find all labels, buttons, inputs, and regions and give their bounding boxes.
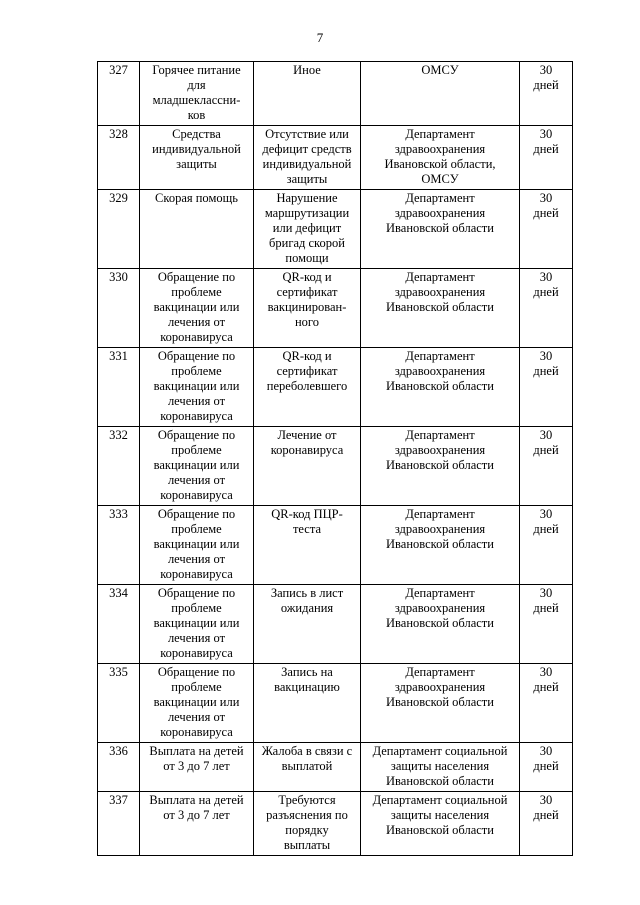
subtopic-cell-text: QR-код ПЦР- теста: [271, 507, 343, 536]
table-row: [98, 506, 573, 585]
topic-cell: [140, 792, 254, 856]
deadline-cell-text: 30 дней: [533, 507, 559, 536]
deadline-cell: [520, 348, 573, 427]
responsible-org-cell: [361, 269, 520, 348]
deadline-cell-text: 30 дней: [533, 744, 559, 773]
responsible-org-cell: [361, 348, 520, 427]
responsible-org-cell-text: Департамент здравоохранения Ивановской области: [386, 349, 494, 393]
responsible-org-cell-text: Департамент социальной защиты населения Ивановской области: [372, 744, 508, 788]
appeals-table: [97, 61, 573, 856]
subtopic-cell-text: Лечение от коронавируса: [270, 428, 344, 457]
responsible-org-cell-text: Департамент здравоохранения Ивановской области: [386, 428, 494, 472]
subtopic-cell-text: Запись в лист ожидания: [270, 586, 344, 615]
topic-cell-text: Обращение по проблеме вакцинации или лечения от коронавируса: [153, 428, 240, 502]
table-row: [98, 585, 573, 664]
table-row: [98, 269, 573, 348]
topic-cell-text: Обращение по проблеме вакцинации или лечения от коронавируса: [153, 349, 240, 423]
topic-cell-text: Средства индивидуальной защиты: [152, 127, 241, 171]
row-number: [98, 664, 140, 743]
subtopic-cell: [254, 506, 361, 585]
subtopic-cell: [254, 269, 361, 348]
deadline-cell: [520, 269, 573, 348]
deadline-cell: [520, 664, 573, 743]
subtopic-cell: [254, 190, 361, 269]
topic-cell: [140, 585, 254, 664]
deadline-cell: [520, 743, 573, 792]
responsible-org-cell: [361, 62, 520, 126]
topic-cell: [140, 506, 254, 585]
responsible-org-cell: [361, 506, 520, 585]
responsible-org-cell-text: Департамент здравоохранения Ивановской области: [386, 507, 494, 551]
row-number: [98, 792, 140, 856]
subtopic-cell: [254, 664, 361, 743]
row-number-text: 332: [109, 428, 128, 442]
table-row: [98, 664, 573, 743]
subtopic-cell-text: Отсутствие или дефицит средств индивидуальной защиты: [262, 127, 352, 186]
responsible-org-cell: [361, 664, 520, 743]
subtopic-cell-text: QR-код и сертификат вакцинирован- ного: [267, 270, 347, 329]
deadline-cell-text: 30 дней: [533, 63, 559, 92]
table-body: [98, 62, 573, 856]
row-number-text: 329: [109, 191, 128, 205]
topic-cell-text: Обращение по проблеме вакцинации или лечения от коронавируса: [153, 586, 240, 660]
responsible-org-cell: [361, 126, 520, 190]
table-row: [98, 126, 573, 190]
deadline-cell-text: 30 дней: [533, 793, 559, 822]
row-number: [98, 585, 140, 664]
subtopic-cell: [254, 792, 361, 856]
topic-cell: [140, 269, 254, 348]
row-number: [98, 427, 140, 506]
deadline-cell: [520, 792, 573, 856]
deadline-cell-text: 30 дней: [533, 270, 559, 299]
responsible-org-cell-text: Департамент здравоохранения Ивановской области: [386, 191, 494, 235]
row-number-text: 337: [109, 793, 128, 807]
row-number-text: 334: [109, 586, 128, 600]
deadline-cell: [520, 126, 573, 190]
row-number: [98, 190, 140, 269]
subtopic-cell-text: Запись на вакцинацию: [274, 665, 340, 694]
topic-cell-text: Скорая помощь: [155, 191, 238, 205]
subtopic-cell: [254, 427, 361, 506]
table-row: [98, 348, 573, 427]
table-row: [98, 62, 573, 126]
topic-cell: [140, 126, 254, 190]
row-number-text: 331: [109, 349, 128, 363]
row-number-text: 327: [109, 63, 128, 77]
row-number: [98, 348, 140, 427]
responsible-org-cell: [361, 792, 520, 856]
table-row: [98, 427, 573, 506]
responsible-org-cell-text: Департамент здравоохранения Ивановской области: [386, 270, 494, 314]
row-number-text: 330: [109, 270, 128, 284]
topic-cell-text: Обращение по проблеме вакцинации или лечения от коронавируса: [153, 665, 240, 739]
subtopic-cell: [254, 126, 361, 190]
subtopic-cell: [254, 585, 361, 664]
deadline-cell: [520, 190, 573, 269]
deadline-cell: [520, 62, 573, 126]
deadline-cell-text: 30 дней: [533, 586, 559, 615]
topic-cell-text: Выплата на детей от 3 до 7 лет: [149, 744, 244, 773]
subtopic-cell-text: Нарушение маршрутизации или дефицит бригад скорой помощи: [264, 191, 350, 265]
responsible-org-cell-text: Департамент здравоохранения Ивановской области: [386, 586, 494, 630]
deadline-cell: [520, 427, 573, 506]
topic-cell: [140, 62, 254, 126]
deadline-cell-text: 30 дней: [533, 665, 559, 694]
subtopic-cell: [254, 62, 361, 126]
responsible-org-cell: [361, 585, 520, 664]
responsible-org-cell: [361, 427, 520, 506]
topic-cell: [140, 427, 254, 506]
deadline-cell: [520, 506, 573, 585]
deadline-cell-text: 30 дней: [533, 191, 559, 220]
row-number-text: 336: [109, 744, 128, 758]
row-number-text: 333: [109, 507, 128, 521]
subtopic-cell-text: QR-код и сертификат переболевшего: [266, 349, 348, 393]
subtopic-cell-text: Иное: [293, 63, 321, 77]
deadline-cell-text: 30 дней: [533, 349, 559, 378]
responsible-org-cell-text: ОМСУ: [421, 63, 459, 77]
responsible-org-cell-text: Департамент здравоохранения Ивановской области: [386, 665, 494, 709]
subtopic-cell-text: Жалоба в связи с выплатой: [261, 744, 353, 773]
row-number: [98, 62, 140, 126]
topic-cell: [140, 348, 254, 427]
responsible-org-cell: [361, 743, 520, 792]
topic-cell-text: Обращение по проблеме вакцинации или лечения от коронавируса: [153, 507, 240, 581]
subtopic-cell: [254, 348, 361, 427]
responsible-org-cell-text: Департамент социальной защиты населения Ивановской области: [372, 793, 508, 837]
topic-cell-text: Выплата на детей от 3 до 7 лет: [149, 793, 244, 822]
topic-cell: [140, 190, 254, 269]
table-row: [98, 792, 573, 856]
responsible-org-cell: [361, 190, 520, 269]
topic-cell-text: Обращение по проблеме вакцинации или лечения от коронавируса: [153, 270, 240, 344]
subtopic-cell: [254, 743, 361, 792]
deadline-cell-text: 30 дней: [533, 127, 559, 156]
row-number-text: 335: [109, 665, 128, 679]
responsible-org-cell-text: Департамент здравоохранения Ивановской области, ОМСУ: [384, 127, 496, 186]
table-row: [98, 190, 573, 269]
table-row: [98, 743, 573, 792]
deadline-cell-text: 30 дней: [533, 428, 559, 457]
row-number: [98, 743, 140, 792]
page-number: 7: [316, 30, 324, 45]
row-number-text: 328: [109, 127, 128, 141]
topic-cell: [140, 664, 254, 743]
topic-cell: [140, 743, 254, 792]
topic-cell-text: Горячее питание для младшеклассни- ков: [152, 63, 241, 122]
row-number: [98, 126, 140, 190]
row-number: [98, 506, 140, 585]
row-number: [98, 269, 140, 348]
subtopic-cell-text: Требуются разъяснения по порядку выплаты: [266, 793, 348, 852]
deadline-cell: [520, 585, 573, 664]
